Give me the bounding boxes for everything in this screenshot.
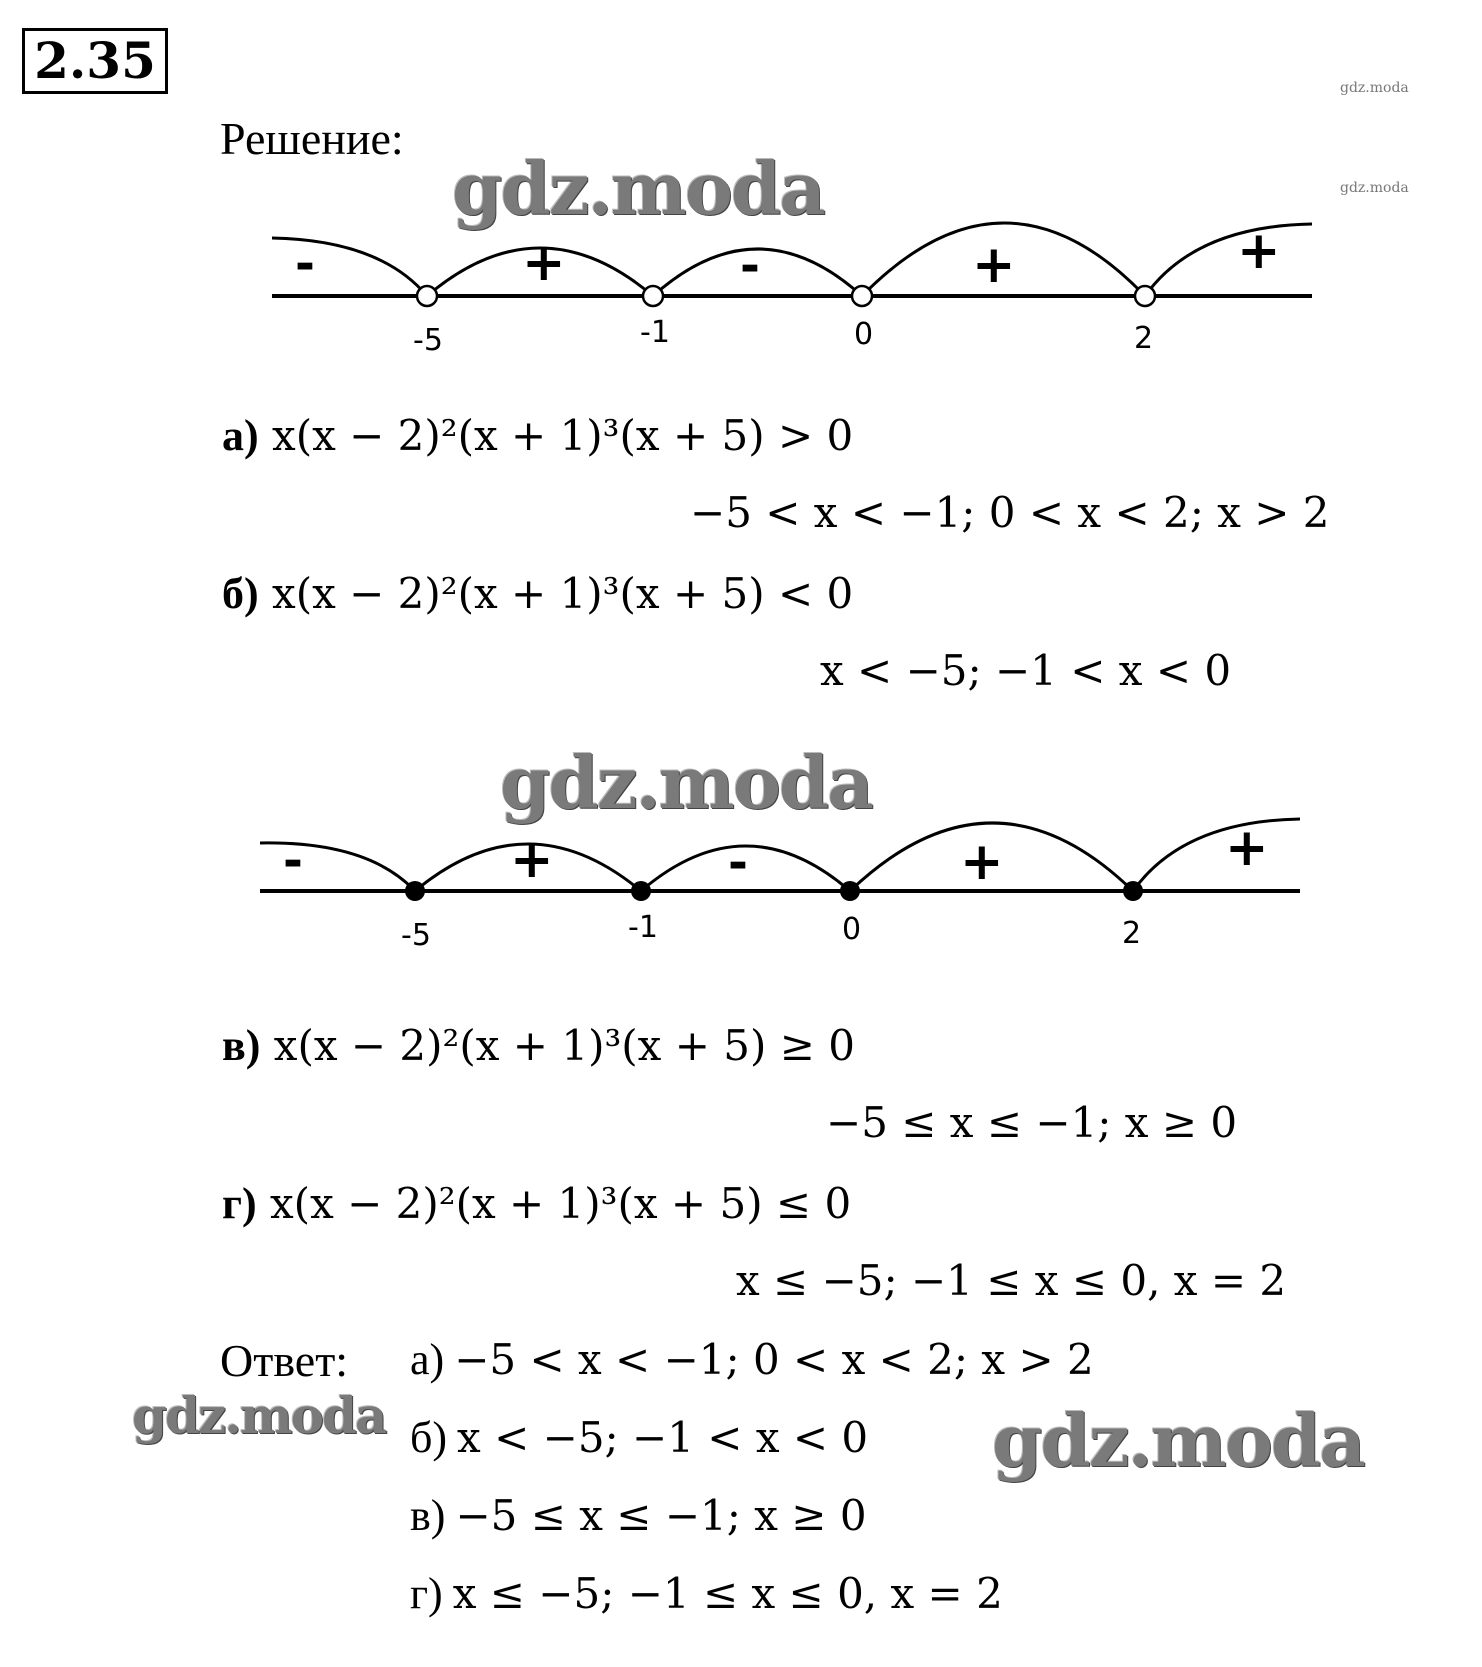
point-label: -5	[401, 918, 431, 953]
answer-letter: а)	[410, 1335, 445, 1384]
corner-watermark: gdz.moda	[1340, 180, 1409, 196]
answer-item	[410, 1412, 868, 1463]
part-d-inequality	[222, 1178, 851, 1229]
part-letter: г)	[222, 1179, 257, 1228]
open-point	[1135, 286, 1155, 306]
sign-label: -	[295, 236, 315, 292]
answer-text: x ≤ −5; −1 ≤ x ≤ 0, x = 2	[452, 1569, 1003, 1618]
sign-label: +	[1225, 818, 1269, 878]
part-c-inequality	[222, 1020, 855, 1071]
number-line-filled	[248, 805, 1308, 965]
answer-label: Ответ:	[220, 1335, 349, 1386]
answer-item	[410, 1568, 1003, 1619]
part-c-solution: −5 ≤ x ≤ −1; x ≥ 0	[826, 1098, 1238, 1147]
point-label: 0	[854, 317, 874, 352]
answer-text: x < −5; −1 < x < 0	[457, 1413, 869, 1462]
answer-text: −5 ≤ x ≤ −1; x ≥ 0	[455, 1491, 867, 1540]
sign-label: +	[960, 832, 1004, 892]
sign-label: +	[522, 233, 566, 293]
sign-label: -	[740, 238, 760, 294]
point-label: -1	[640, 315, 670, 350]
inequality-text: x(x − 2)²(x + 1)³(x + 5) ≥ 0	[273, 1021, 855, 1070]
part-a-solution: −5 < x < −1; 0 < x < 2; x > 2	[690, 488, 1330, 537]
answer-letter: в)	[410, 1491, 446, 1540]
sign-label: -	[728, 835, 748, 891]
watermark: gdz.moda	[992, 1398, 1364, 1483]
watermark: gdz.moda	[452, 146, 824, 231]
watermark: gdz.moda	[132, 1386, 386, 1445]
number-line-open	[260, 210, 1320, 370]
point-label: 2	[1122, 916, 1142, 951]
sign-label: +	[510, 830, 554, 890]
filled-point	[405, 881, 425, 901]
part-letter: а)	[222, 411, 259, 460]
task-number: 2.35	[22, 28, 168, 94]
sign-label: -	[283, 833, 303, 889]
open-point	[852, 286, 872, 306]
inequality-text: x(x − 2)²(x + 1)³(x + 5) < 0	[272, 569, 854, 618]
open-point	[417, 286, 437, 306]
point-label: 2	[1134, 321, 1154, 356]
watermark: gdz.moda	[500, 740, 872, 825]
part-letter: б)	[222, 569, 259, 618]
point-label: -1	[628, 910, 658, 945]
answer-letter: г)	[410, 1569, 443, 1618]
open-point	[643, 286, 663, 306]
point-label: 0	[842, 912, 862, 947]
inequality-text: x(x − 2)²(x + 1)³(x + 5) > 0	[272, 411, 854, 460]
filled-point	[631, 881, 651, 901]
sign-label: +	[1237, 221, 1281, 281]
answer-letter: б)	[410, 1413, 448, 1462]
answer-item	[410, 1334, 1094, 1385]
answer-text: −5 < x < −1; 0 < x < 2; x > 2	[454, 1335, 1094, 1384]
point-label: -5	[413, 323, 443, 358]
inequality-text: x(x − 2)²(x + 1)³(x + 5) ≤ 0	[270, 1179, 852, 1228]
part-d-solution: x ≤ −5; −1 ≤ x ≤ 0, x = 2	[736, 1256, 1287, 1305]
filled-point	[840, 881, 860, 901]
sign-arc	[1133, 819, 1300, 891]
part-letter: в)	[222, 1021, 261, 1070]
answer-item	[410, 1490, 867, 1541]
part-a-inequality	[222, 410, 853, 461]
sign-arc	[1145, 224, 1312, 296]
solution-label: Решение:	[220, 113, 404, 164]
sign-label: +	[972, 235, 1016, 295]
part-b-inequality	[222, 568, 853, 619]
part-b-solution: x < −5; −1 < x < 0	[820, 646, 1232, 695]
filled-point	[1123, 881, 1143, 901]
corner-watermark: gdz.moda	[1340, 80, 1409, 96]
